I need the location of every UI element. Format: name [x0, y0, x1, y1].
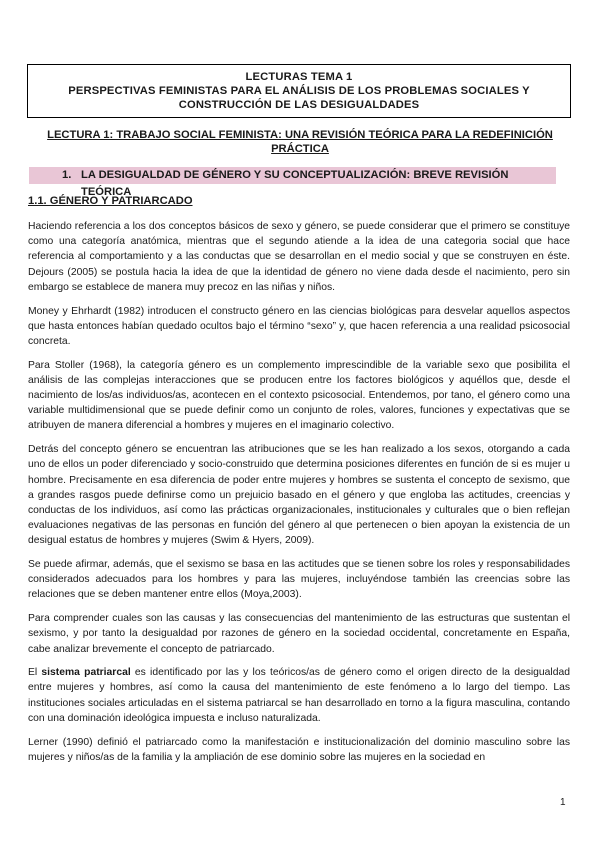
paragraph-8: Lerner (1990) definió el patriarcado como la manifestación e institucionalización del dominio masculino sobre las mujeres y niños/as de la familia y la ampliación de ese dominio sobre las mujeres en la sociedad en	[28, 736, 570, 763]
title-line-1: LECTURAS TEMA 1	[245, 71, 353, 83]
paragraph-3: Para Stoller (1968), la categoría género es un complemento imprescindible de la variable sexo que posibilita el análisis de las complejas interacciones que se producen entre los factores biológicos y aquéllos que, desde el nacimiento de los/as individuos/as, acontecen en el contexto psicosocial. Entendemos, por tano, el género como una variable multidimensional que se puede definir como un conjunto de roles, valores, funciones y expectativas que se atribuyen de manera diferencial a hombres y mujeres en el imaginario colectivo.	[28, 359, 570, 432]
body-text	[28, 219, 570, 774]
paragraph-7	[28, 665, 570, 726]
page-number: 1	[560, 797, 566, 808]
paragraph-7-rest: es identificado por las y los teóricos/as de género como el origen directo de la desigualdad entre mujeres y hombres, así como la causa del mantenimiento de este fenómeno a lo largo del tiempo. Las instituciones sociales articuladas en el sistema patriarcal se han desarrollado en torno a la figura masculina, contando con una dominación ideológica impuesta e incluso naturalizada.	[28, 667, 570, 724]
title-line-3: CONSTRUCCIÓN DE LAS DESIGUALDADES	[178, 99, 420, 111]
title-box	[27, 64, 571, 118]
paragraph-4: Detrás del concepto género se encuentran las atribuciones que se les han realizado a los sexos, otorgando a cada uno de ellos un poder diferenciado y socio-construido que determina posiciones diferentes en función de si es mujer u hombre. Precisamente en esa diferencia de poder entre mujeres y hombres se sustenta el concepto de sexismo, que a grandes rasgos puede definirse como un prejuicio basado en el género y que engloba las actitudes, creencias y conductas de los individuos, así como las prácticas organizacionales, institucionales y culturales que o bien reflejan evaluaciones negativas de las personas en función del género al que pertenecen o bien apoyan la existencia de un desigual estatus de hombres y mujeres (Swim & Hyers, 2009).	[28, 444, 570, 547]
section-heading	[29, 167, 556, 198]
section-title: LA DESIGUALDAD DE GÉNERO Y SU CONCEPTUALIZACIÓN: BREVE REVISIÓN TEÓRICA	[81, 169, 509, 198]
paragraph-7-bold-term: sistema patriarcal	[41, 667, 131, 679]
lectura-heading-line-2: PRÁCTICA	[271, 142, 329, 155]
paragraph-2: Money y Ehrhardt (1982) introducen el constructo género en las ciencias biológicas para desvelar aquellos aspectos que hasta entonces habían quedado ocultos bajo el término “sexo” y, que hacen referencia a una realidad psicosocial concreta.	[28, 305, 570, 347]
paragraph-6: Para comprender cuales son las causas y las consecuencias del mantenimiento de las estructuras que sustentan el sexismo, y por tanto la desigualdad por razones de género en la sociedad occidental, concretamente en España, cabe analizar brevemente el concepto de patriarcado.	[28, 613, 570, 655]
title-line-2: PERSPECTIVAS FEMINISTAS PARA EL ANÁLISIS DE LOS PROBLEMAS SOCIALES Y	[68, 85, 530, 97]
subsection-title: 1.1. GÉNERO Y PATRIARCADO	[28, 195, 193, 207]
lectura-heading-line-1: LECTURA 1: TRABAJO SOCIAL FEMINISTA: UNA REVISIÓN TEÓRICA PARA LA REDEFINICIÓN	[47, 129, 553, 141]
paragraph-7-prefix: El	[28, 667, 42, 679]
lectura-heading	[40, 129, 560, 156]
paragraph-5: Se puede afirmar, además, que el sexismo se basa en las actitudes que se tienen sobre los roles y responsabilidades considerados adecuados para los hombres y para las mujeres, incluyéndose también las creencias sobre las relaciones que se deben mantener entre ellos (Moya,2003).	[28, 559, 570, 601]
paragraph-1: Haciendo referencia a los dos conceptos básicos de sexo y género, se puede considerar que el primero se constituye como una categoría anatómica, mientras que el segundo atiende a la idea de una categoria social que hace referencia al comportamiento y a las conductas que se desarrollan en el medio social y que se construyen en éste. Dejours (2005) se postula hacia la idea de que la identidad de género no viene dada desde el nacimiento, pero sin embargo se establece de manera muy precoz en las niñas y niños.	[28, 221, 570, 293]
subsection-heading	[28, 194, 193, 208]
section-number: 1.	[62, 169, 72, 181]
